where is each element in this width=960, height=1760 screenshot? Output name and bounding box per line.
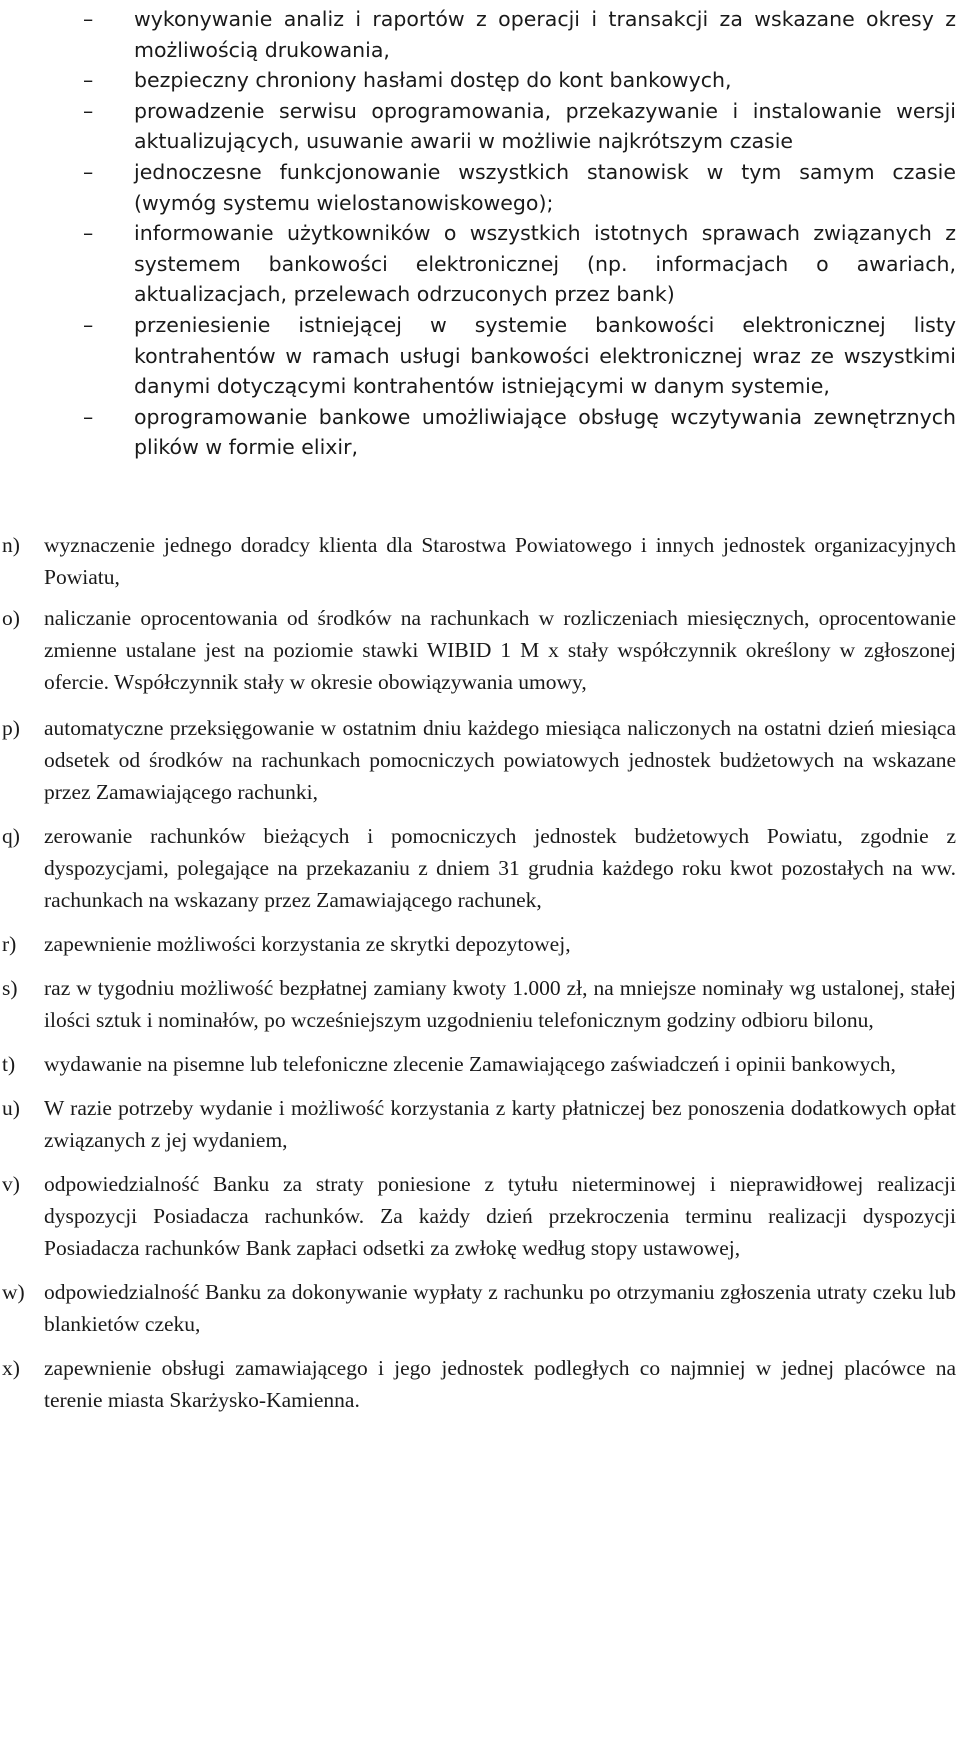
dash-item	[0, 157, 956, 218]
list-item-p	[0, 712, 956, 808]
list-item-q	[0, 820, 956, 916]
dash-item	[0, 218, 956, 310]
list-item-t	[0, 1048, 956, 1080]
list-item-text: odpowiedzialność Banku za straty poniesione z tytułu nieterminowej i nieprawidłowej realizacji dyspozycji Posiadacza rachunków. Za każdy dzień przekroczenia terminu realizacji dyspozycji Posiadacza rachunków Bank zapłaci odsetki za zwłokę według stopy ustawowej,	[44, 1172, 956, 1260]
dash-item-text: wykonywanie analiz i raportów z operacji i transakcji za wskazane okresy z możliwością drukowania,	[134, 7, 956, 62]
dash-item	[0, 4, 956, 65]
list-item-text: wydawanie na pisemne lub telefoniczne zlecenie Zamawiającego zaświadczeń i opinii bankowych,	[44, 1052, 896, 1076]
lettered-list	[0, 529, 960, 1416]
list-item-w	[0, 1276, 956, 1340]
list-item-text: W razie potrzeby wydanie i możliwość korzystania z karty płatniczej bez ponoszenia dodatkowych opłat związanych z jej wydaniem,	[44, 1096, 956, 1152]
list-item-text: zerowanie rachunków bieżących i pomocniczych jednostek budżetowych Powiatu, zgodnie z dyspozycjami, polegające na przekazaniu z dniem 31 grudnia każdego roku kwot pozostałych na ww. rachunkach na wskazany przez Zamawiającego rachunek,	[44, 824, 956, 912]
dash-marker: –	[83, 7, 94, 31]
list-item-text: zapewnienie możliwości korzystania ze skrytki depozytowej,	[44, 932, 571, 956]
list-item-text: automatyczne przeksięgowanie w ostatnim dniu każdego miesiąca naliczonych na ostatni dzień miesiąca odsetek od środków na rachunkach pomocniczych powiatowych jednostek budżetowych na wskazane przez Zamawiającego rachunki,	[44, 716, 956, 804]
dash-item-text: przeniesienie istniejącej w systemie bankowości elektronicznej listy kontrahentów w ramach usługi bankowości elektronicznej wraz ze wszystkimi danymi dotyczącymi kontrahentów istniejącymi w danym systemie,	[134, 312, 956, 399]
dash-item-text: oprogramowanie bankowe umożliwiające obsługę wczytywania zewnętrznych plików w formie elixir,	[134, 404, 956, 460]
list-marker: s)	[2, 976, 18, 1000]
dash-marker: –	[83, 159, 94, 184]
list-marker: o)	[2, 606, 20, 630]
dash-item-text: jednoczesne funkcjonowanie wszystkich stanowisk w tym samym czasie (wymóg systemu wielostanowiskowego);	[134, 159, 956, 215]
dash-item	[0, 402, 956, 463]
list-marker: u)	[2, 1096, 20, 1120]
list-marker: w)	[2, 1280, 25, 1304]
dash-marker: –	[83, 221, 94, 246]
list-item-text: raz w tygodniu możliwość bezpłatnej zamiany kwoty 1.000 zł, na mniejsze nominały wg ustalonej, stałej ilości sztuk i nominałów, po wcześniejszym uzgodnieniu telefonicznym godziny odbioru bilonu,	[44, 976, 956, 1032]
dash-list	[0, 4, 960, 463]
list-marker: n)	[2, 533, 20, 557]
dash-marker: –	[83, 404, 94, 429]
list-item-u	[0, 1092, 956, 1156]
list-item-text: naliczanie oprocentowania od środków na rachunkach w rozliczeniach miesięcznych, oprocentowanie zmienne ustalane jest na poziomie stawki WIBID 1 M x stały współczynnik określony w zgłoszonej ofercie. Współczynnik stały w okresie obowiązywania umowy,	[44, 606, 956, 694]
dash-item-text: informowanie użytkowników o wszystkich istotnych sprawach związanych z systemem bankowości elektronicznej (np. informacjach o awariach, aktualizacjach, przelewach odrzuconych przez bank)	[134, 221, 956, 307]
list-item-x	[0, 1352, 956, 1416]
dash-marker: –	[83, 312, 94, 337]
list-item-text: odpowiedzialność Banku za dokonywanie wypłaty z rachunku po otrzymaniu zgłoszenia utraty czeku lub blankietów czeku,	[44, 1280, 956, 1336]
dash-item-text: bezpieczny chroniony hasłami dostęp do kont bankowych,	[134, 68, 732, 93]
list-item-v	[0, 1168, 956, 1264]
list-item-n	[0, 529, 956, 593]
list-marker: p)	[2, 716, 20, 740]
dash-item-text: prowadzenie serwisu oprogramowania, przekazywanie i instalowanie wersji aktualizujących, usuwanie awarii w możliwie najkrótszym czasie	[134, 98, 956, 154]
dash-item	[0, 96, 956, 157]
list-marker: r)	[2, 932, 17, 956]
list-item-text: zapewnienie obsługi zamawiającego i jego jednostek podległych co najmniej w jednej placówce na terenie miasta Skarżysko-Kamienna.	[44, 1356, 956, 1412]
list-item-s	[0, 972, 956, 1036]
list-marker: t)	[2, 1052, 16, 1076]
list-marker: v)	[2, 1172, 20, 1196]
dash-marker: –	[83, 68, 94, 93]
list-item-o	[0, 602, 956, 698]
dash-item	[0, 310, 956, 402]
list-marker: x)	[2, 1356, 20, 1380]
list-marker: q)	[2, 824, 20, 848]
dash-marker: –	[83, 98, 94, 123]
list-item-r	[0, 928, 956, 960]
dash-item	[0, 65, 956, 96]
list-item-text: wyznaczenie jednego doradcy klienta dla Starostwa Powiatowego i innych jednostek organizacyjnych Powiatu,	[44, 533, 956, 589]
